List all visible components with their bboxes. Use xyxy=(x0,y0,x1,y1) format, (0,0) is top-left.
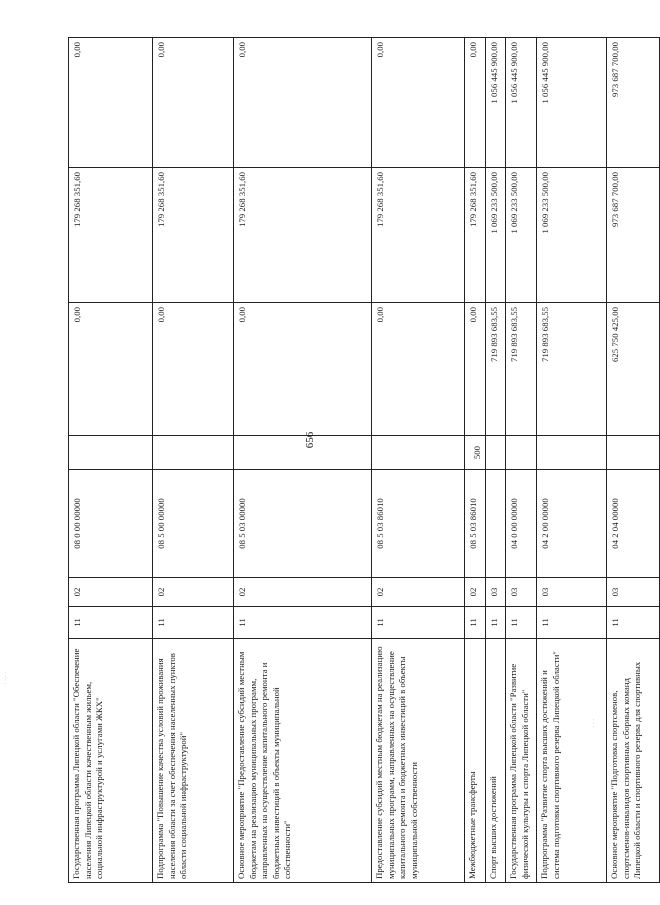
row-target-code: 04 2 00 00000 xyxy=(537,470,607,578)
row-amount-year-3: 0,00 xyxy=(153,38,234,168)
row-section-code: 11 xyxy=(486,607,506,639)
row-section-code: 11 xyxy=(506,607,537,639)
table-row xyxy=(537,38,607,883)
table-row xyxy=(234,38,372,883)
row-amount-year-3: 0,00 xyxy=(234,38,372,168)
row-name: Основное мероприятие "Подготовка спортсменов, спортсменов-инвалидов спортивных сборных команд Липецкой области и спортивного резерва для спортивных xyxy=(607,639,660,883)
row-target-code: 08 5 00 00000 xyxy=(153,470,234,578)
row-expense-type-code xyxy=(486,436,506,470)
row-amount-year-3: 0,00 xyxy=(465,38,486,168)
row-section-code: 11 xyxy=(153,607,234,639)
row-subsection-code: 02 xyxy=(465,578,486,607)
row-expense-type-code xyxy=(69,436,153,470)
row-subsection-code: 03 xyxy=(506,578,537,607)
table-row xyxy=(607,38,660,883)
row-section-code: 11 xyxy=(69,607,153,639)
row-subsection-code: 02 xyxy=(69,578,153,607)
row-amount-year-2: 179 268 351,60 xyxy=(465,168,486,303)
row-amount-year-3: 1 056 445 900,00 xyxy=(486,38,506,168)
row-name: Подпрограмма "Повышение качества условий проживания населения области за счет обеспечения населенных пунктов области социальной инфраструктурой" xyxy=(153,639,234,883)
row-amount-year-2: 1 069 233 500,00 xyxy=(486,168,506,303)
row-target-code: 08 0 00 00000 xyxy=(69,470,153,578)
row-section-code: 11 xyxy=(465,607,486,639)
budget-table xyxy=(68,37,660,883)
row-amount-year-2: 179 268 351,60 xyxy=(69,168,153,303)
row-amount-year-1: 0,00 xyxy=(465,303,486,436)
row-amount-year-1: 719 893 683,55 xyxy=(506,303,537,436)
table-row xyxy=(506,38,537,883)
row-amount-year-2: 1 069 233 500,00 xyxy=(537,168,607,303)
row-amount-year-1: 719 893 683,55 xyxy=(537,303,607,436)
page-number: 656 xyxy=(304,431,316,449)
table-row xyxy=(69,38,153,883)
row-target-code xyxy=(486,470,506,578)
scan-artifact-left: · ·:· · xyxy=(3,671,10,685)
row-name: Спорт высших достижений xyxy=(486,639,506,883)
row-expense-type-code xyxy=(153,436,234,470)
rotated-page-content xyxy=(68,38,642,883)
row-name: Предоставление субсидий местным бюджетам на реализацию муниципальных программ, направленных на осуществление капитального ремонта и бюджетных инвестиций в объекты муниципальной собственности xyxy=(372,639,465,883)
row-amount-year-2: 973 687 700,00 xyxy=(607,168,660,303)
row-expense-type-code xyxy=(234,436,372,470)
row-expense-type-code xyxy=(372,436,465,470)
row-target-code: 04 0 00 00000 xyxy=(506,470,537,578)
row-amount-year-1: 719 893 683,55 xyxy=(486,303,506,436)
row-amount-year-2: 179 268 351,60 xyxy=(372,168,465,303)
table-row xyxy=(465,38,486,883)
row-expense-type-code xyxy=(506,436,537,470)
row-subsection-code: 02 xyxy=(153,578,234,607)
row-subsection-code: 02 xyxy=(372,578,465,607)
table-row xyxy=(486,38,506,883)
row-name: Подпрограмма "Развитие спорта высших достижений и система подготовки спортивного резерва Липецкой области" xyxy=(537,639,607,883)
table-row xyxy=(153,38,234,883)
budget-table-region xyxy=(68,38,642,883)
row-subsection-code: 02 xyxy=(234,578,372,607)
row-amount-year-1: 0,00 xyxy=(69,303,153,436)
row-section-code: 11 xyxy=(607,607,660,639)
row-name: Государственная программа Липецкой области "Обеспечение населения Липецкой области качественным жильем, социальной инфраструктурой и услугами ЖКХ" xyxy=(69,639,153,883)
row-amount-year-3: 1 056 445 900,00 xyxy=(537,38,607,168)
row-amount-year-2: 1 069 233 500,00 xyxy=(506,168,537,303)
row-target-code: 08 5 03 86010 xyxy=(372,470,465,578)
row-amount-year-3: 1 056 445 900,00 xyxy=(506,38,537,168)
table-row xyxy=(372,38,465,883)
row-amount-year-3: 0,00 xyxy=(69,38,153,168)
row-expense-type-code xyxy=(607,436,660,470)
row-section-code: 11 xyxy=(372,607,465,639)
row-amount-year-3: 0,00 xyxy=(372,38,465,168)
row-amount-year-1: 0,00 xyxy=(234,303,372,436)
row-subsection-code: 03 xyxy=(607,578,660,607)
row-amount-year-1: 0,00 xyxy=(372,303,465,436)
budget-table-body xyxy=(69,38,660,883)
row-name: Межбюджетные трансферты xyxy=(465,639,486,883)
row-name: Государственная программа Липецкой области "Развитие физической культуры и спорта Липецкой области" xyxy=(506,639,537,883)
row-name: Основное мероприятие "Предоставление субсидий местным бюджетам на реализацию муниципальных программ, направленных на осуществление капитального ремонта и бюджетных инвестиций в объекты муниципальной собственности" xyxy=(234,639,372,883)
row-amount-year-1: 625 750 425,00 xyxy=(607,303,660,436)
row-expense-type-code: 500 xyxy=(465,436,486,470)
row-section-code: 11 xyxy=(234,607,372,639)
row-expense-type-code xyxy=(537,436,607,470)
row-subsection-code: 03 xyxy=(486,578,506,607)
row-amount-year-2: 179 268 351,60 xyxy=(234,168,372,303)
row-target-code: 04 2 04 00000 xyxy=(607,470,660,578)
row-target-code: 08 5 03 86010 xyxy=(465,470,486,578)
scan-artifact-right: · · · xyxy=(591,718,598,728)
row-section-code: 11 xyxy=(537,607,607,639)
row-amount-year-1: 0,00 xyxy=(153,303,234,436)
row-amount-year-2: 179 268 351,60 xyxy=(153,168,234,303)
row-subsection-code: 03 xyxy=(537,578,607,607)
row-amount-year-3: 973 687 700,00 xyxy=(607,38,660,168)
row-target-code: 08 5 03 00000 xyxy=(234,470,372,578)
